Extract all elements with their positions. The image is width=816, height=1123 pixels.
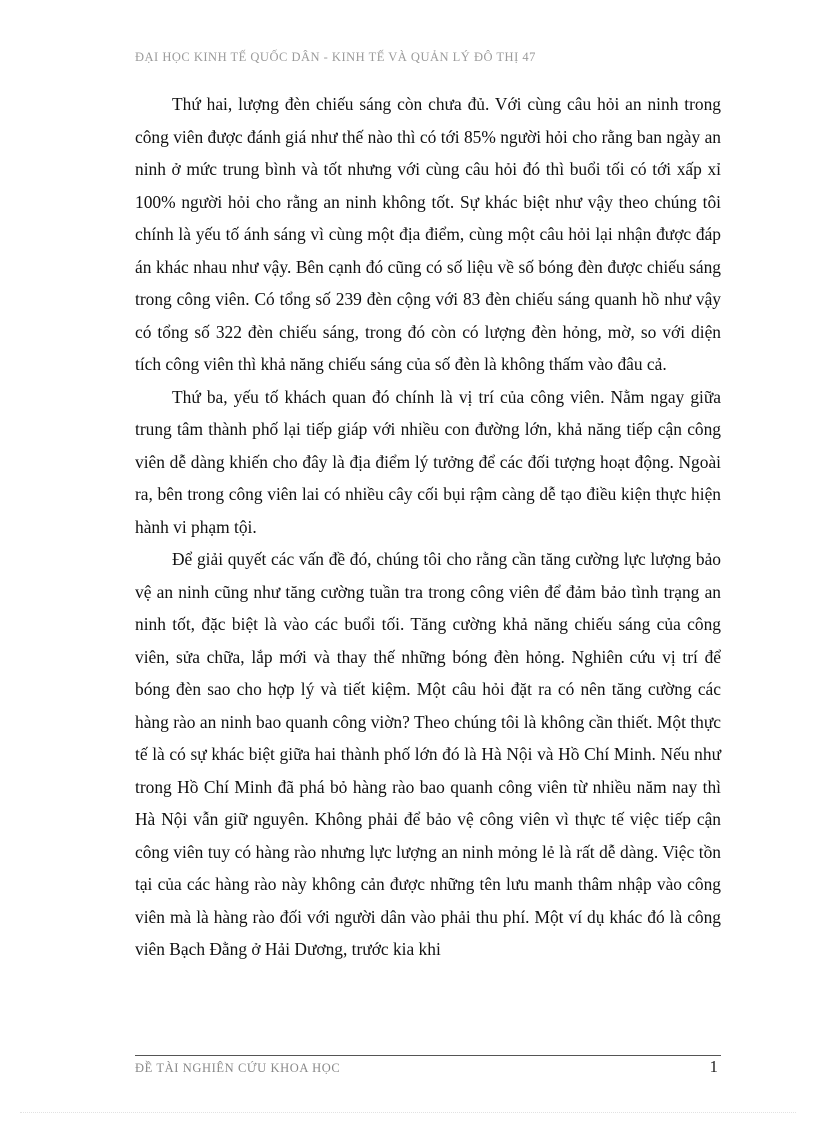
footer-divider xyxy=(135,1055,721,1056)
running-footer: ĐỀ TÀI NGHIÊN CỨU KHOA HỌC xyxy=(135,1061,341,1075)
paragraph-lighting: Thứ hai, lượng đèn chiếu sáng còn chưa đủ. Với cùng câu hỏi an ninh trong công viên được đánh giá như thế nào thì có tới 85% người hỏi cho rằng ban ngày an ninh ở mức trung bình và tốt nhưng với cùng câu hỏi đó thì buổi tối có tới xấp xỉ 100% người hỏi cho rằng an ninh không tốt. Sự khác biệt như vậy theo chúng tôi chính là yếu tố ánh sáng vì cùng một địa điểm, cùng một câu hỏi lại nhận được đáp án khác nhau như vậy. Bên cạnh đó cũng có số liệu về số bóng đèn được chiếu sáng trong công viên. Có tổng số 239 đèn cộng với 83 đèn chiếu sáng quanh hồ như vậy có tổng số 322 đèn chiếu sáng, trong đó còn có lượng đèn hỏng, mờ, so với diện tích công viên thì khả năng chiếu sáng của số đèn là không thấm vào đâu cả. xyxy=(135,94,721,374)
paragraph-solutions: Để giải quyết các vấn đề đó, chúng tôi cho rằng cần tăng cường lực lượng bảo vệ an ninh cũng như tăng cường tuần tra trong công viên để đảm bảo tình trạng an ninh tốt, đặc biệt là vào các buổi tối. Tăng cường khả năng chiếu sáng của công viên, sửa chữa, lắp mới và thay thế những bóng đèn hỏng. Nghiên cứu vị trí để bóng đèn sao cho hợp lý và tiết kiệm. Một câu hỏi đặt ra có nên tăng cường các hàng rào an ninh bao quanh công viờn? Theo chúng tôi là không cần thiết. Một thực tế là có sự khác biệt giữa hai thành phố lớn đó là Hà Nội và Hồ Chí Minh. Nếu như trong Hồ Chí Minh đã phá bỏ hàng rào bao quanh công viên từ nhiều năm nay thì Hà Nội vẫn giữ nguyên. Không phải để bảo vệ công viên vì thực tế việc tiếp cận công viên tuy có hàng rào nhưng lực lượng an ninh mỏng lẻ là rất dễ dàng. Việc tồn tại của các hàng rào này không cản được những tên lưu manh thâm nhập vào công viên mà là hàng rào đối với người dân vào phải thu phí. Một ví dụ khác đó là công viên Bạch Đằng ở Hải Dương, trước kia khi xyxy=(135,549,721,959)
document-body xyxy=(135,88,721,966)
running-header: ĐẠI HỌC KINH TẾ QUỐC DÂN - KINH TẾ VÀ QUẢN LÝ ĐÔ THỊ 47 xyxy=(135,50,536,64)
page-boundary xyxy=(20,1112,796,1113)
paragraph-location: Thứ ba, yếu tố khách quan đó chính là vị trí của công viên. Nằm ngay giữa trung tâm thành phố lại tiếp giáp với nhiều con đường lớn, khả năng tiếp cận công viên dễ dàng khiến cho đây là địa điểm lý tưởng để các đối tượng hoạt động. Ngoài ra, bên trong công viên lai có nhiều cây cối bụi rậm càng dễ tạo điều kiện thực hiện hành vi phạm tội. xyxy=(135,386,721,537)
page-number: 1 xyxy=(709,1057,718,1076)
